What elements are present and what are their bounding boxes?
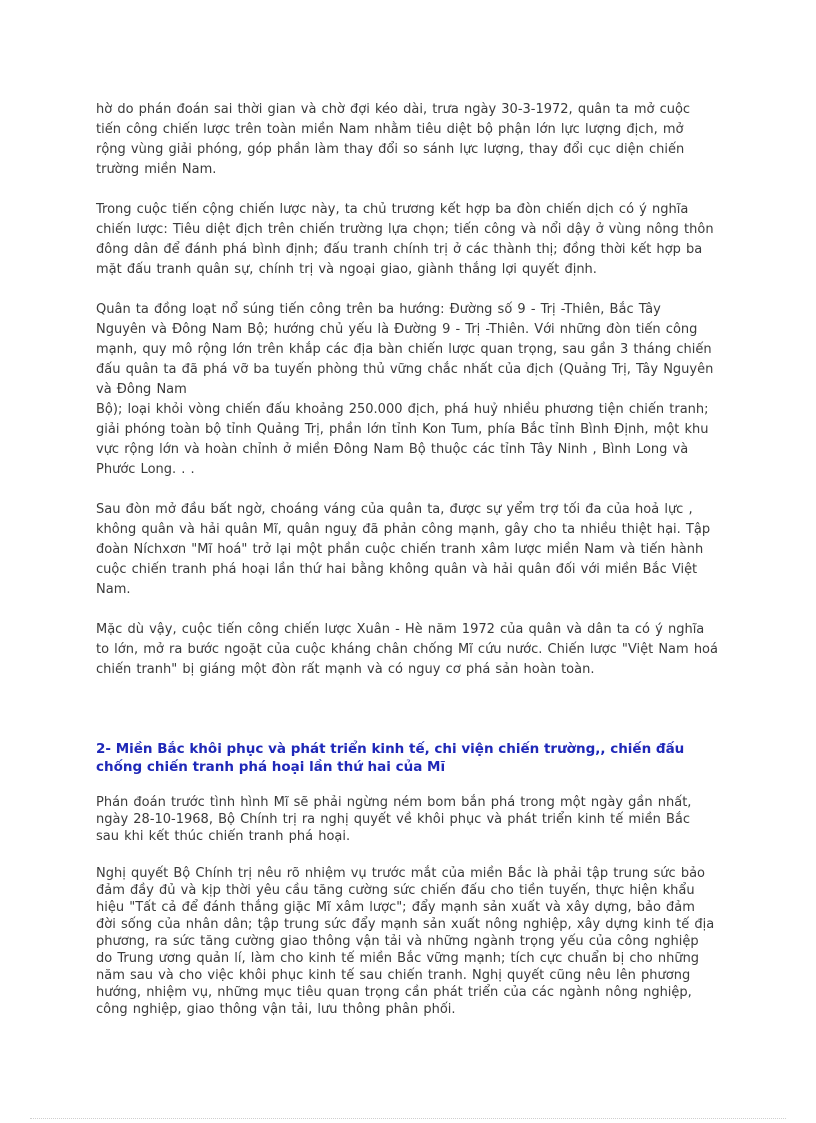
section-north-recovery bbox=[96, 740, 726, 1018]
text-line: đoàn Níchxơn "Mĩ hoá" trở lại một phần cuộc chiến tranh xâm lược miền Nam và tiến hành bbox=[96, 542, 704, 557]
text-line: trường miền Nam. bbox=[96, 162, 217, 177]
page-bottom-divider bbox=[30, 1118, 786, 1119]
text-line: Phán đoán trước tình hình Mĩ sẽ phải ngừng ném bom bắn phá trong một ngày gần nhất, bbox=[96, 795, 692, 810]
paragraph bbox=[96, 500, 726, 600]
text-line: và Đông Nam bbox=[96, 382, 187, 397]
text-line: Phước Long. . . bbox=[96, 462, 195, 477]
text-line: do Trung ương quản lí, làm cho kinh tế miền Bắc vững mạnh; tích cực chuẩn bị cho những bbox=[96, 951, 700, 966]
text-line: không quân và hải quân Mĩ, quân nguỵ đã phản công mạnh, gây cho ta nhiều thiệt hại. Tập bbox=[96, 522, 711, 537]
text-line: sau khi kết thúc chiến tranh phá hoại. bbox=[96, 829, 351, 844]
text-line: Nguyên và Đông Nam Bộ; hướng chủ yếu là Đường 9 - Trị -Thiên. Với những đòn tiến công bbox=[96, 322, 698, 337]
text-line: chiến tranh" bị giáng một đòn rất mạnh và có nguy cơ phá sản hoàn toàn. bbox=[96, 662, 595, 677]
text-line: rộng vùng giải phóng, góp phần làm thay đổi so sánh lực lượng, thay đổi cục diện chiến bbox=[96, 142, 685, 157]
text-line: hướng, nhiệm vụ, những mục tiêu quan trọng cần phát triển của các ngành nông nghiệp, bbox=[96, 985, 692, 1000]
paragraph bbox=[96, 300, 726, 480]
text-line: vực rộng lớn và hoàn chỉnh ở miền Đông Nam Bộ thuộc các tỉnh Tây Ninh , Bình Long và bbox=[96, 442, 689, 457]
text-line: Sau đòn mở đầu bất ngờ, choáng váng của quân ta, được sự yểm trợ tối đa của hoả lực , bbox=[96, 502, 693, 517]
text-line: hiệu "Tất cả để đánh thắng giặc Mĩ xâm lược"; đẩy mạnh sản xuất và xây dựng, bảo đảm bbox=[96, 900, 695, 915]
text-line: ngày 28-10-1968, Bộ Chính trị ra nghị quyết về khôi phục và phát triển kinh tế miền Bắc bbox=[96, 812, 691, 827]
text-line: cuộc chiến tranh phá hoại lần thứ hai bằng không quân và hải quân đối với miền Bắc Việt bbox=[96, 562, 698, 577]
text-line: đảm đầy đủ và kịp thời yêu cầu tăng cường sức chiến đấu cho tiền tuyến, thực hiện khẩu bbox=[96, 883, 695, 898]
text-line: hờ do phán đoán sai thời gian và chờ đợi kéo dài, trưa ngày 30-3-1972, quân ta mở cuộc bbox=[96, 102, 691, 117]
paragraph bbox=[96, 620, 726, 680]
text-line: phương, ra sức tăng cường giao thông vận tải và những ngành trọng yếu của công nghiệp bbox=[96, 934, 699, 949]
section-spacer bbox=[96, 700, 726, 740]
paragraph bbox=[96, 100, 726, 180]
text-line: mạnh, quy mô rộng lớn trên khắp các địa bàn chiến lược quan trọng, sau gần 3 tháng chiến bbox=[96, 342, 712, 357]
section-offensive-1972 bbox=[96, 100, 726, 680]
text-line: đông dân để đánh phá bình định; đấu tranh chính trị ở các thành thị; đồng thời kết hợp ba bbox=[96, 242, 703, 257]
paragraph bbox=[96, 200, 726, 280]
section-body bbox=[96, 794, 726, 1018]
text-line: công nghiệp, giao thông vận tải, lưu thông phân phối. bbox=[96, 1002, 456, 1017]
text-line: giải phóng toàn bộ tỉnh Quảng Trị, phần lớn tỉnh Kon Tum, phía Bắc tỉnh Bình Định, một khu bbox=[96, 422, 709, 437]
paragraph bbox=[96, 794, 726, 845]
heading-line: 2- Miền Bắc khôi phục và phát triển kinh tế, chi viện chiến trường,, chiến đấu bbox=[96, 741, 685, 757]
text-line: Nghị quyết Bộ Chính trị nêu rõ nhiệm vụ trước mắt của miền Bắc là phải tập trung sức bảo bbox=[96, 866, 706, 881]
heading-line: chống chiến tranh phá hoại lần thứ hai của Mĩ bbox=[96, 759, 446, 775]
text-line: to lớn, mở ra bước ngoặt của cuộc kháng chân chống Mĩ cứu nước. Chiến lược "Việt Nam hoá bbox=[96, 642, 718, 657]
text-line: mặt đấu tranh quân sự, chính trị và ngoại giao, giành thắng lợi quyết định. bbox=[96, 262, 597, 277]
text-line: Nam. bbox=[96, 582, 131, 597]
text-line: Quân ta đồng loạt nổ súng tiến công trên ba hướng: Đường số 9 - Trị -Thiên, Bắc Tây bbox=[96, 302, 661, 317]
text-line: chiến lược: Tiêu diệt địch trên chiến trường lựa chọn; tiến công và nổi dậy ở vùng nông thôn bbox=[96, 222, 714, 237]
text-line: Bộ); loại khỏi vòng chiến đấu khoảng 250.000 địch, phá huỷ nhiều phương tiện chiến tranh; bbox=[96, 402, 709, 417]
paragraph bbox=[96, 865, 726, 1018]
text-line: năm sau và cho việc khôi phục kinh tế sau chiến tranh. Nghị quyết cũng nêu lên phương bbox=[96, 968, 691, 983]
section-heading bbox=[96, 740, 726, 776]
text-line: đấu quân ta đã phá vỡ ba tuyến phòng thủ vững chắc nhất của địch (Quảng Trị, Tây Nguyên bbox=[96, 362, 714, 377]
text-line: tiến công chiến lược trên toàn miền Nam nhằm tiêu diệt bộ phận lớn lực lượng địch, mở bbox=[96, 122, 684, 137]
text-line: Trong cuộc tiến cộng chiến lược này, ta chủ trương kết hợp ba đòn chiến dịch có ý nghĩa bbox=[96, 202, 689, 217]
text-line: Mặc dù vậy, cuộc tiến công chiến lược Xuân - Hè năm 1972 của quân và dân ta có ý nghĩa bbox=[96, 622, 705, 637]
text-line: đời sống của nhân dân; tập trung sức đẩy mạnh sản xuất nông nghiệp, xây dựng kinh tế địa bbox=[96, 917, 715, 932]
document-page bbox=[96, 100, 726, 1038]
